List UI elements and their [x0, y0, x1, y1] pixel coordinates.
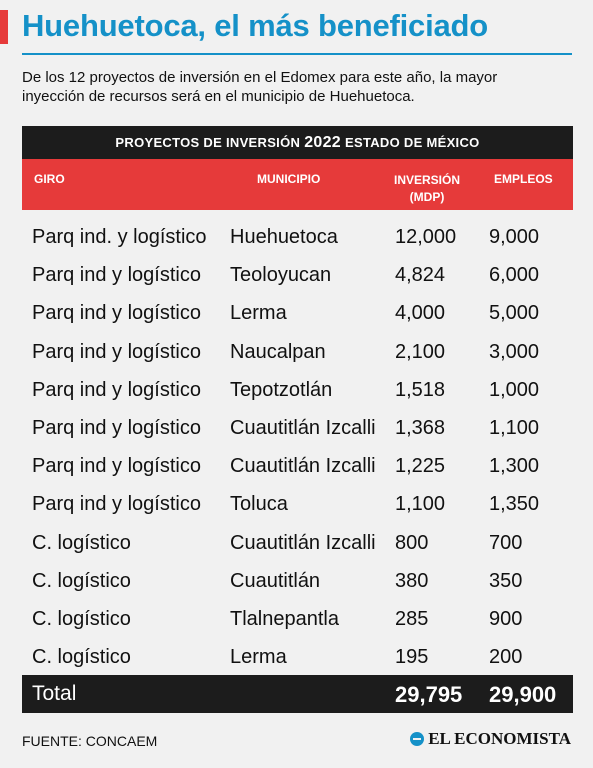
cell-empleos: 1,100 — [489, 416, 540, 439]
cell-giro: Parq ind y logístico — [32, 302, 201, 325]
cell-giro: C. logístico — [32, 569, 131, 592]
investment-table — [22, 126, 573, 680]
cell-inversion: 380 — [395, 569, 429, 592]
table-title — [22, 126, 573, 159]
cell-empleos: 350 — [489, 569, 523, 592]
cell-empleos: 200 — [489, 646, 523, 669]
table-row — [22, 222, 573, 260]
table-row — [22, 337, 573, 375]
table-title-year: 2022 — [304, 133, 341, 151]
cell-giro: Parq ind y logístico — [32, 416, 201, 439]
cell-inversion: 2,100 — [395, 340, 446, 363]
column-header-giro: GIRO — [34, 172, 65, 186]
intro-text: De los 12 proyectos de inversión en el Edomex para este año, la mayor inyección de recursos será en el municipio de Huehuetoca. — [22, 69, 498, 105]
table-row — [22, 298, 573, 336]
cell-municipio: Tepotzotlán — [230, 378, 333, 401]
cell-municipio: Teoloyucan — [230, 264, 332, 287]
total-label: Total — [32, 682, 77, 705]
cell-inversion: 4,824 — [395, 264, 446, 287]
source-note: FUENTE: CONCAEM — [22, 733, 158, 749]
cell-inversion: 285 — [395, 607, 429, 630]
cell-empleos: 1,300 — [489, 455, 540, 478]
cell-inversion: 1,368 — [395, 416, 446, 439]
cell-giro: C. logístico — [32, 607, 131, 630]
cell-giro: Parq ind y logístico — [32, 493, 201, 516]
cell-municipio: Tlalnepantla — [230, 607, 339, 630]
cell-municipio: Toluca — [230, 493, 288, 516]
cell-giro: Parq ind y logístico — [32, 455, 201, 478]
table-row — [22, 604, 573, 642]
cell-municipio: Cuautitlán Izcalli — [230, 416, 376, 439]
total-inversion: 29,795 — [395, 682, 463, 707]
cell-municipio: Cuautitlán Izcalli — [230, 531, 376, 554]
brand-icon — [410, 732, 424, 746]
cell-empleos: 6,000 — [489, 264, 540, 287]
table-row — [22, 451, 573, 489]
column-headers — [22, 159, 573, 210]
cell-giro: C. logístico — [32, 646, 131, 669]
table-row — [22, 375, 573, 413]
table-row — [22, 413, 573, 451]
brand-name: EL ECONOMISTA — [428, 729, 571, 748]
table-row — [22, 489, 573, 527]
cell-inversion: 1,100 — [395, 493, 446, 516]
cell-municipio: Lerma — [230, 302, 287, 325]
table-row — [22, 528, 573, 566]
cell-inversion: 800 — [395, 531, 429, 554]
table-row — [22, 260, 573, 298]
cell-empleos: 5,000 — [489, 302, 540, 325]
cell-municipio: Lerma — [230, 646, 287, 669]
cell-municipio: Huehuetoca — [230, 226, 338, 248]
cell-inversion: 195 — [395, 646, 429, 669]
cell-municipio: Cuautitlán Izcalli — [230, 455, 376, 478]
table-title-suffix: ESTADO DE MÉXICO — [345, 135, 480, 150]
title-accent-bar — [0, 10, 8, 44]
cell-inversion: 12,000 — [395, 226, 457, 248]
total-empleos: 29,900 — [489, 682, 557, 707]
column-header-empleos: EMPLEOS — [494, 172, 553, 186]
cell-giro: C. logístico — [32, 531, 131, 554]
total-row — [22, 675, 573, 713]
table-body — [22, 210, 573, 680]
cell-inversion: 1,225 — [395, 455, 446, 478]
cell-empleos: 1,350 — [489, 493, 540, 516]
column-header-inversion — [393, 172, 461, 206]
title-divider — [22, 53, 572, 55]
table-title-prefix: PROYECTOS DE INVERSIÓN — [115, 135, 301, 150]
cell-inversion: 1,518 — [395, 378, 446, 401]
column-header-municipio: MUNICIPIO — [257, 172, 321, 186]
cell-giro: Parq ind. y logístico — [32, 226, 207, 248]
cell-giro: Parq ind y logístico — [32, 264, 201, 287]
column-header-inversion-unit: (MDP) — [409, 190, 445, 204]
column-header-inversion-label: INVERSIÓN — [393, 173, 460, 187]
cell-giro: Parq ind y logístico — [32, 340, 201, 363]
cell-empleos: 3,000 — [489, 340, 540, 363]
cell-municipio: Naucalpan — [230, 340, 326, 363]
cell-inversion: 4,000 — [395, 302, 446, 325]
cell-empleos: 9,000 — [489, 226, 540, 248]
page-title: Huehuetoca, el más beneficiado — [22, 8, 489, 43]
brand-logo — [410, 729, 571, 749]
cell-municipio: Cuautitlán — [230, 569, 321, 592]
cell-empleos: 700 — [489, 531, 523, 554]
cell-empleos: 900 — [489, 607, 523, 630]
cell-giro: Parq ind y logístico — [32, 378, 201, 401]
table-row — [22, 566, 573, 604]
cell-empleos: 1,000 — [489, 378, 540, 401]
